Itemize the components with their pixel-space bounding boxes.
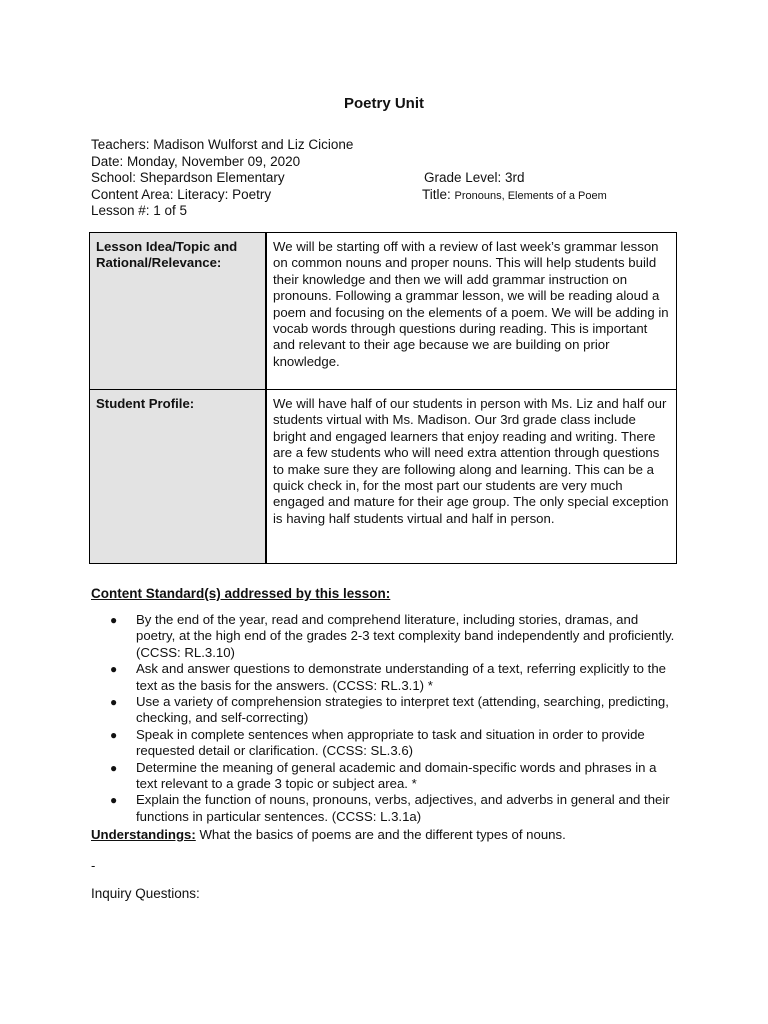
understandings (91, 827, 691, 843)
grade-level-line: Grade Level: 3rd (424, 170, 525, 185)
bullet-icon: ● (110, 727, 118, 742)
standard-text: Determine the meaning of general academic and domain-specific words and phrases in a text relevant to a grade 3 topic or subject area. * (136, 759, 657, 792)
bullet-icon: ● (110, 662, 118, 677)
standard-text: Use a variety of comprehension strategies to interpret text (attending, searching, predicting, checking, and self-correcting) (136, 694, 669, 726)
title-line (422, 187, 607, 205)
school-line: School: Shepardson Elementary (91, 170, 285, 185)
understandings-text: What the basics of poems are and the different types of nouns. (195, 827, 566, 842)
list-item (91, 792, 676, 825)
list-item (91, 760, 676, 793)
list-item (91, 612, 676, 661)
inquiry-questions-label: Inquiry Questions: (91, 886, 200, 901)
standard-text: Explain the function of nouns, pronouns, verbs, adjectives, and adverbs in general and their functions in particular sentences. (CCSS: L.3.1a) (136, 792, 670, 824)
list-item (91, 694, 676, 727)
teachers-line: Teachers: Madison Wulforst and Liz Cicione (91, 137, 354, 152)
title-value: Pronouns, Elements of a Poem (454, 189, 607, 202)
table-row (90, 390, 677, 564)
bullet-icon: ● (110, 793, 118, 808)
topic-label: Lesson Idea/Topic and Rational/Relevance: (90, 233, 267, 390)
standard-text: Ask and answer questions to demonstrate understanding of a text, referring explicitly to the text as the basis for the answers. (CCSS: RL.3.1) * (136, 661, 666, 693)
student-profile-label: Student Profile: (90, 390, 267, 564)
standard-text: Speak in complete sentences when appropriate to task and situation in order to provide requested detail or clarification. (CCSS: SL.3.6) (136, 726, 645, 759)
dash-marker: - (91, 858, 96, 873)
standard-text: By the end of the year, read and comprehend literature, including stories, dramas, and poetry, at the high end of the grades 2-3 text complexity band independently and proficiently. (CCSS: RL.3.10) (136, 612, 675, 660)
list-item (91, 727, 676, 760)
page-title: Poetry Unit (343, 95, 424, 112)
lesson-meta (91, 137, 691, 220)
lesson-table (89, 232, 677, 564)
table-row (90, 233, 677, 390)
bullet-icon: ● (110, 613, 118, 627)
understandings-label: Understandings: (91, 827, 196, 842)
bullet-icon: ● (110, 695, 118, 710)
student-profile-text: We will have half of our students in person with Ms. Liz and half our students virtual with Ms. Madison. Our 3rd grade class include bright and engaged learners that enjoy reading and writing. There are a few students who will need extra attention through questions to make sure they are following along and learning. This can be a quick check in, for the most part our students are very much engaged and mature for their age group. The only special exception is having half students virtual and half in person. (266, 390, 677, 564)
list-item (91, 661, 676, 694)
topic-text: We will be starting off with a review of last week’s grammar lesson on common nouns and proper nouns. This will help students build their knowledge and then we will add grammar instruction on pronouns. Following a grammar lesson, we will be reading aloud a poem and focusing on the elements of a poem. We will be adding in vocab words through questions during reading. This is important and relevant to their age because we are building on prior knowledge. (266, 233, 677, 390)
content-area-line: Content Area: Literacy: Poetry (91, 186, 272, 202)
lesson-number-line: Lesson #: 1 of 5 (91, 203, 188, 218)
bullet-icon: ● (110, 760, 118, 775)
title-label: Title: (422, 186, 455, 202)
standards-heading: Content Standard(s) addressed by this lesson: (91, 586, 391, 601)
date-line: Date: Monday, November 09, 2020 (91, 153, 301, 169)
standards-list (91, 612, 676, 825)
